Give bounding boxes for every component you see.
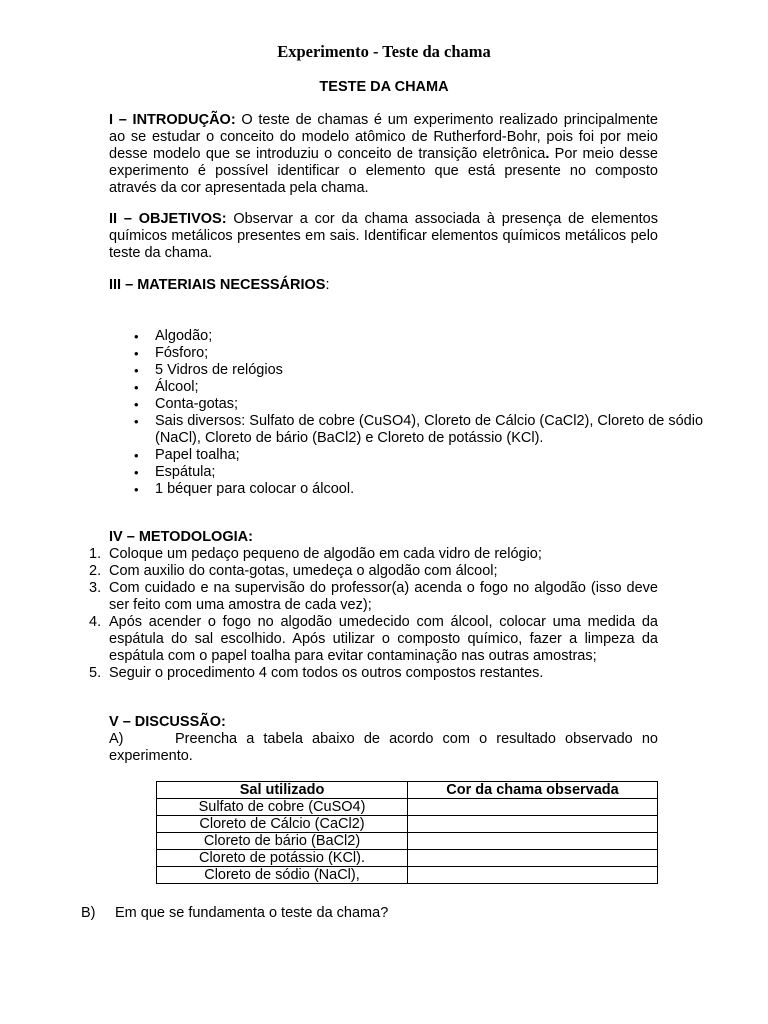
flame-color-cell[interactable] [408,816,658,833]
discussion-question-a [109,731,658,765]
intro-bold-period: . [545,146,550,162]
list-item: • 1 béquer para colocar o álcool. [155,481,704,498]
methodology-steps [89,546,658,682]
table-row [157,850,658,867]
discussion-heading: V – DISCUSSÃO: [109,714,226,730]
salt-cell: Cloreto de bário (BaCl2) [157,833,408,850]
list-item: • Sais diversos: Sulfato de cobre (CuSO4), Cloreto de Cálcio (CaCl2), Cloreto de sódio (NaCl), Cloreto de bário (BaCl2) e Cloreto de potássio (KCl). [155,413,704,447]
question-a-text: Preencha a tabela abaixo de acordo com o resultado observado no experimento. [109,731,658,764]
step-item [89,614,658,665]
materials-heading: III – MATERIAIS NECESSÁRIOS [109,277,326,293]
step-text: Seguir o procedimento 4 com todos os outros compostos restantes. [109,665,544,681]
flame-color-cell[interactable] [408,799,658,816]
materials-colon: : [325,277,330,293]
question-b-text: Em que se fundamenta o teste da chama? [115,905,389,921]
objectives-text: Observar a cor da chama associada à presença de elementos químicos metálicos presentes em sais. Identificar elementos químicos metálicos pelo teste da chama. [109,211,658,261]
step-number: 2. [89,563,102,579]
salt-cell: Cloreto de Cálcio (CaCl2) [157,816,408,833]
discussion-question-b [81,905,388,922]
step-number: 1. [89,546,102,562]
methodology-heading: IV – METODOLOGIA: [109,529,253,545]
document-subtitle: TESTE DA CHAMA [319,79,449,95]
flame-color-cell[interactable] [408,850,658,867]
step-text: Com auxilio do conta-gotas, umedeça o algodão com álcool; [109,563,498,579]
step-item [89,563,658,580]
salt-cell: Cloreto de potássio (KCl). [157,850,408,867]
step-number: 4. [89,614,102,630]
list-item: • Espátula; [155,464,704,481]
intro-heading: I – INTRODUÇÃO: [109,112,236,128]
question-b-label: B) [81,905,96,921]
intro-text-before: O teste de chamas é um experimento realizado principalmente ao se estudar o conceito do modelo atômico de Rutherford-Bohr, pois foi por meio desse modelo que se introduziu o conceito de transição eletrônica [109,112,658,162]
table-header-row [157,782,658,799]
question-a-label: A) [109,731,124,747]
step-text: Coloque um pedaço pequeno de algodão em cada vidro de relógio; [109,546,542,562]
step-text: Após acender o fogo no algodão umedecido com álcool, colocar uma medida da espátula do sal escolhido. Após utilizar o composto químico, fazer a limpeza da espátula com o papel toalha para evitar contaminação nas outras amostras; [109,614,658,664]
table-row [157,833,658,850]
list-item: • Fósforo; [155,345,704,362]
salt-cell: Sulfato de cobre (CuSO4) [157,799,408,816]
intro-section [109,112,658,197]
flame-color-cell[interactable] [408,867,658,884]
step-item [89,665,658,682]
table-row [157,867,658,884]
step-number: 5. [89,665,102,681]
step-item [89,546,658,563]
step-text: Com cuidado e na supervisão do professor(a) acenda o fogo no algodão (isso deve ser feito com uma amostra de cada vez); [109,580,658,613]
list-item: • 5 Vidros de relógios [155,362,704,379]
intro-text-after: Por meio desse experimento é possível identificar o elemento que está presente no composto através da cor apresentada pela chama. [109,146,658,196]
list-item: • Álcool; [155,379,704,396]
list-item: • Conta-gotas; [155,396,704,413]
column-header-salt: Sal utilizado [157,782,408,799]
table-row [157,816,658,833]
salt-cell: Cloreto de sódio (NaCl), [157,867,408,884]
list-item: • Papel toalha; [155,447,704,464]
results-table [156,781,658,884]
materials-list [109,328,704,498]
document-title: Experimento - Teste da chama [277,42,491,61]
list-item: • Algodão; [155,328,704,345]
table-row [157,799,658,816]
step-number: 3. [89,580,102,596]
materials-heading-line [109,277,658,294]
column-header-flame-color: Cor da chama observada [408,782,658,799]
objectives-heading: II – OBJETIVOS: [109,211,227,227]
objectives-section [109,211,658,262]
step-item [89,580,658,614]
flame-color-cell[interactable] [408,833,658,850]
